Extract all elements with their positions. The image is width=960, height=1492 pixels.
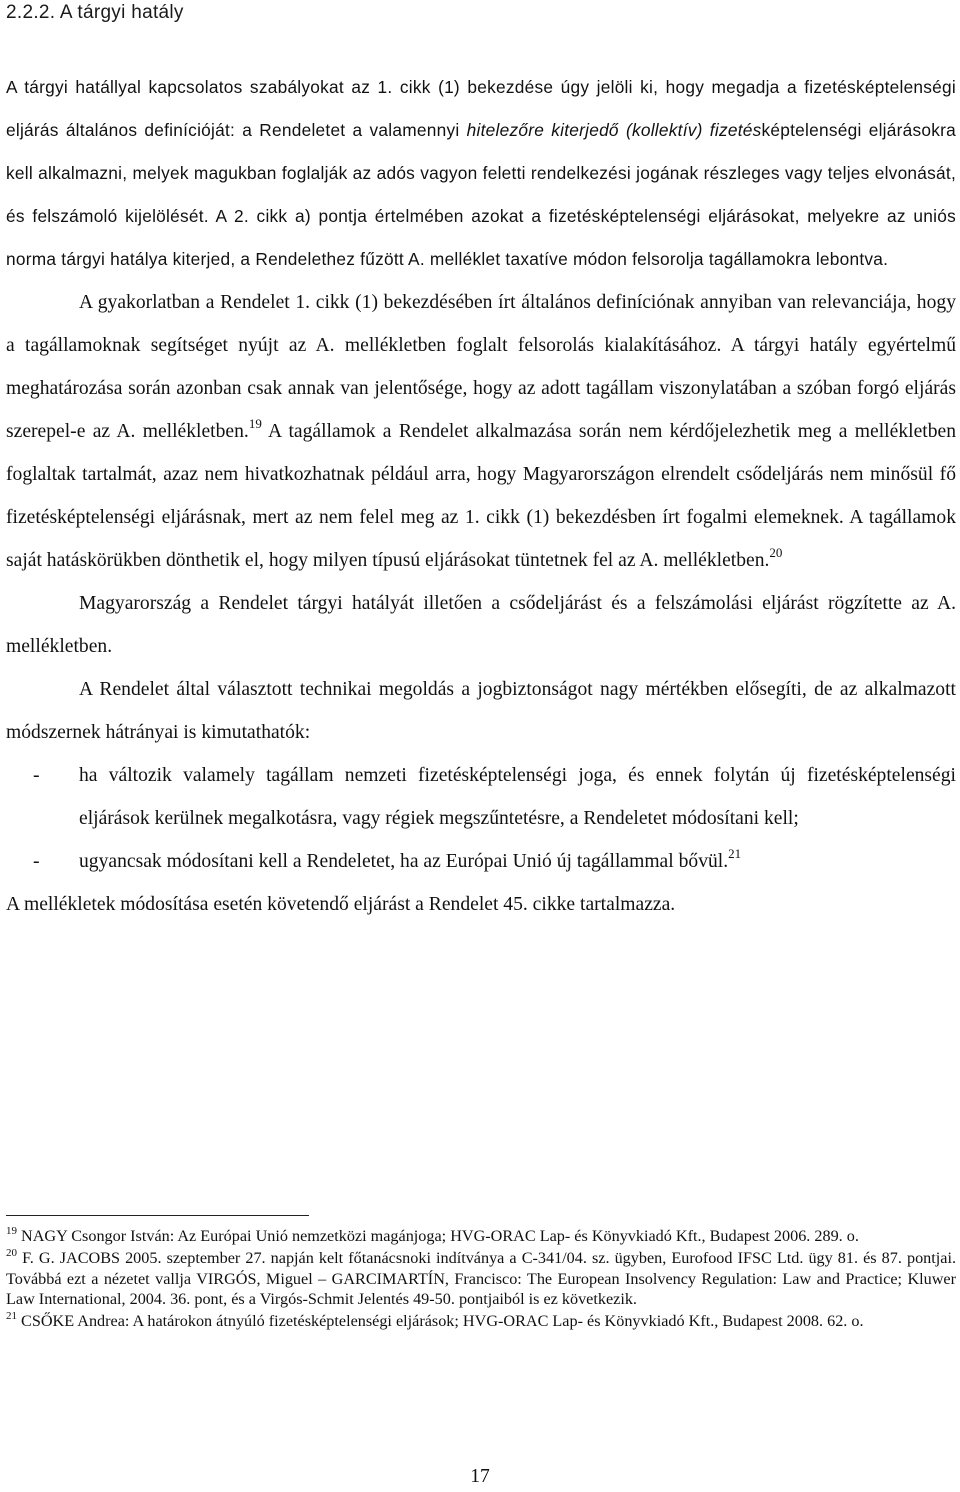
footnote-ref-20[interactable]: 20 <box>769 545 783 560</box>
p2-text-b: A tagállamok a Rendelet alkalmazása során nem kérdőjelezhetik meg a mellékletben foglaltak tartalmát, azaz nem hivatkozhatnak például arra, hogy Magyarországon elrendelt csődeljárás nem minősül fő fizetésképtelenségi eljárásnak, mert az nem felel meg az 1. cikk (1) bekezdésben írt fogalmi elemeknek. A tagállamok saját hatáskörükben dönthetik el, hogy milyen típusú eljárásokat tüntetnek fel az A. mellékletben. <box>6 421 956 571</box>
paragraph-3: Magyarország a Rendelet tárgyi hatályát illetően a csődeljárást és a felszámolási eljárást rögzítette az A. mellékletben. <box>6 593 956 657</box>
footnote-text: F. G. JACOBS 2005. szeptember 27. napján kelt főtanácsnoki indítványa a C-341/04. sz. ügyben, Eurofood IFSC Ltd. ügy 81. és 87. pontjai. Továbbá ezt a nézetet vallja VIRGÓS, Miguel – GARCIMARTÍN, Francisco: The European Insolvency Regulation: Law and Practice; Kluwer Law International, 2004. 36. pont, és a Virgós-Schmit Jelentés 49-50. pontjaiból is ez következik. <box>6 1249 956 1309</box>
p2-text-a: A gyakorlatban a Rendelet 1. cikk (1) bekezdésében írt általános definíciónak annyiban van relevanciája, hogy a tagállamoknak segítséget nyújt az A. mellékletben foglalt felsorolás kialakításához. A tárgyi hatály egyértelmű meghatározása során azonban csak annak van jelentősége, hogy az adott tagállam viszonylatában a szóban forgó eljárás szerepel-e az A. mellékletben. <box>6 292 956 442</box>
footnote <box>6 1311 956 1332</box>
dash-bullet: - <box>33 765 40 786</box>
paragraph-1 <box>6 66 956 281</box>
footnote-separator <box>6 1215 309 1216</box>
footnote-number: 20 <box>6 1247 17 1260</box>
list-item-text: ugyancsak módosítani kell a Rendeletet, ha az Európai Unió új tagállammal bővül. <box>79 851 729 872</box>
p1-italic: hitelezőre kiterjedő (kollektív) fizetés <box>466 120 762 140</box>
footnote-number: 19 <box>6 1225 17 1237</box>
footnote-ref-19[interactable]: 19 <box>248 416 262 431</box>
footnote-text: CSŐKE Andrea: A határokon átnyúló fizetésképtelenségi eljárások; HVG-ORAC Lap- és Könyvkiadó Kft., Budapest 2008. 62. o. <box>17 1312 864 1331</box>
dash-bullet: - <box>33 851 40 872</box>
footnote <box>6 1226 956 1247</box>
paragraph-5: A mellékletek módosítása esetén követendő eljárást a Rendelet 45. cikke tartalmazza. <box>6 894 676 915</box>
list-item-text: ha változik valamely tagállam nemzeti fizetésképtelenségi joga, és ennek folytán új fizetésképtelenségi eljárások kerülnek megalkotásra, vagy régiek megszűntetésre, a Rendeletet módosítani kell; <box>79 765 956 829</box>
drawbacks-list <box>6 754 956 883</box>
list-item <box>6 754 956 840</box>
body-text <box>6 66 956 926</box>
p1-text-a: A tárgyi hatállyal kapcsolatos szabályokat az 1. cikk (1) bekezdése úgy jelöli ki, hogy megadja a fizetésképtelenségi eljárás általános definícióját: a Rendeletet a valamennyi <box>6 77 956 140</box>
footnote-text: NAGY Csongor István: Az Európai Unió nemzetközi magánjoga; HVG-ORAC Lap- és Könyvkiadó Kft., Budapest 2006. 289. o. <box>17 1227 859 1245</box>
section-heading: 2.2.2. A tárgyi hatály <box>6 2 184 23</box>
footnotes <box>6 1226 956 1333</box>
list-item <box>6 840 956 883</box>
footnote <box>6 1248 956 1310</box>
p1-text-b: képtelenségi eljárásokra kell alkalmazni, melyek magukban foglalják az adós vagyon feletti rendelkezési jogának részleges vagy teljes elvonását, és felszámoló kijelölését. A 2. cikk a) pontja értelmében azokat a fizetésképtelenségi eljárásokat, melyekre az uniós norma tárgyi hatálya kiterjed, a Rendelethez fűzött A. melléklet taxatíve módon felsorolja tagállamokra lebontva. <box>6 120 956 269</box>
paragraph-4: A Rendelet által választott technikai megoldás a jogbiztonságot nagy mértékben elősegíti, de az alkalmazott módszernek hátrányai is kimutathatók: <box>6 679 956 743</box>
footnote-number: 21 <box>6 1310 17 1323</box>
footnote-ref-21[interactable]: 21 <box>728 846 742 861</box>
page-number: 17 <box>470 1466 490 1487</box>
paragraph-2 <box>6 281 956 582</box>
